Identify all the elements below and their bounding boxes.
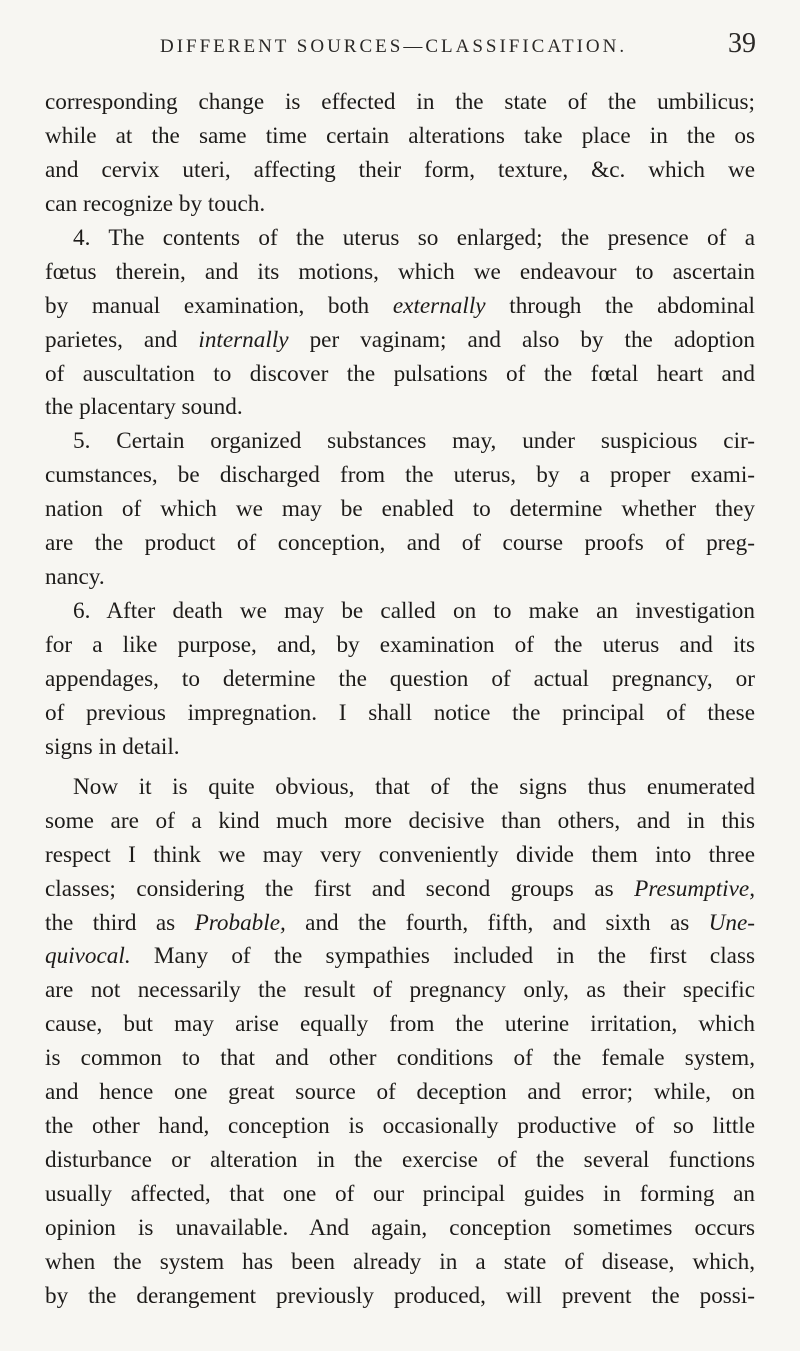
text-line: are not necessarily the result of pregnancy only, as their specific — [45, 977, 755, 1004]
text-line: opinion is unavailable. And again, conception sometimes occurs — [45, 1214, 755, 1241]
text-line: nation of which we may be enabled to determine whether they — [45, 496, 755, 523]
text-line: the placentary sound. — [45, 394, 243, 421]
text-line: parietes, and internally per vaginam; and also by the adoption — [45, 326, 755, 353]
text-line: signs in detail. — [45, 733, 180, 760]
text-line: the other hand, conception is occasionally productive of so little — [45, 1113, 755, 1140]
text-line: cumstances, be discharged from the uterus, by a proper exami- — [45, 462, 755, 489]
text-line: by the derangement previously produced, will prevent the possi- — [45, 1282, 755, 1309]
text-line: usually affected, that one of our principal guides in forming an — [45, 1181, 755, 1207]
body-text — [45, 86, 755, 1314]
text-line: fœtus therein, and its motions, which we endeavour to ascertain — [45, 258, 755, 285]
text-line: corresponding change is effected in the state of the umbilicus; — [45, 89, 755, 115]
text-line: quivocal. Many of the sympathies included in the first class — [45, 943, 755, 970]
text-line: Now it is quite obvious, that of the signs thus enumerated — [73, 773, 755, 800]
text-line: of auscultation to discover the pulsations of the fœtal heart and — [45, 360, 755, 387]
text-line: classes; considering the first and second groups as Presumptive, — [45, 875, 755, 902]
text-line: are the product of conception, and of course proofs of preg- — [45, 530, 755, 557]
text-line: 5. Certain organized substances may, under suspicious cir- — [73, 428, 755, 455]
text-line: some are of a kind much more decisive than others, and in this — [45, 807, 755, 834]
text-line: nancy. — [45, 564, 105, 591]
text-line: and hence one great source of deception and error; while, on — [45, 1079, 755, 1106]
text-line: of previous impregnation. I shall notice the principal of these — [45, 699, 755, 726]
text-line: 6. After death we may be called on to make an investigation — [73, 598, 755, 625]
text-line: respect I think we may very conveniently divide them into three — [45, 841, 755, 868]
text-line: and cervix uteri, affecting their form, texture, &c. which we — [45, 156, 755, 183]
text-line: appendages, to determine the question of actual pregnancy, or — [45, 665, 755, 692]
page-header — [0, 28, 800, 72]
text-line: by manual examination, both externally through the abdominal — [45, 292, 755, 319]
text-line: can recognize by touch. — [45, 190, 266, 217]
page-number: 39 — [728, 28, 756, 59]
text-line: when the system has been already in a state of disease, which, — [45, 1248, 755, 1275]
text-line: the third as Probable, and the fourth, fifth, and sixth as Une- — [45, 909, 755, 936]
running-title: DIFFERENT SOURCES—CLASSIFICATION. — [160, 36, 628, 57]
text-line: while at the same time certain alterations take place in the os — [45, 122, 755, 149]
text-line: disturbance or alteration in the exercise of the several functions — [45, 1147, 755, 1174]
text-line: for a like purpose, and, by examination of the uterus and its — [45, 632, 755, 658]
text-line: cause, but may arise equally from the uterine irritation, which — [45, 1011, 755, 1038]
text-line: is common to that and other conditions of the female system, — [45, 1045, 755, 1072]
text-line: 4. The contents of the uterus so enlarged; the presence of a — [73, 224, 755, 251]
